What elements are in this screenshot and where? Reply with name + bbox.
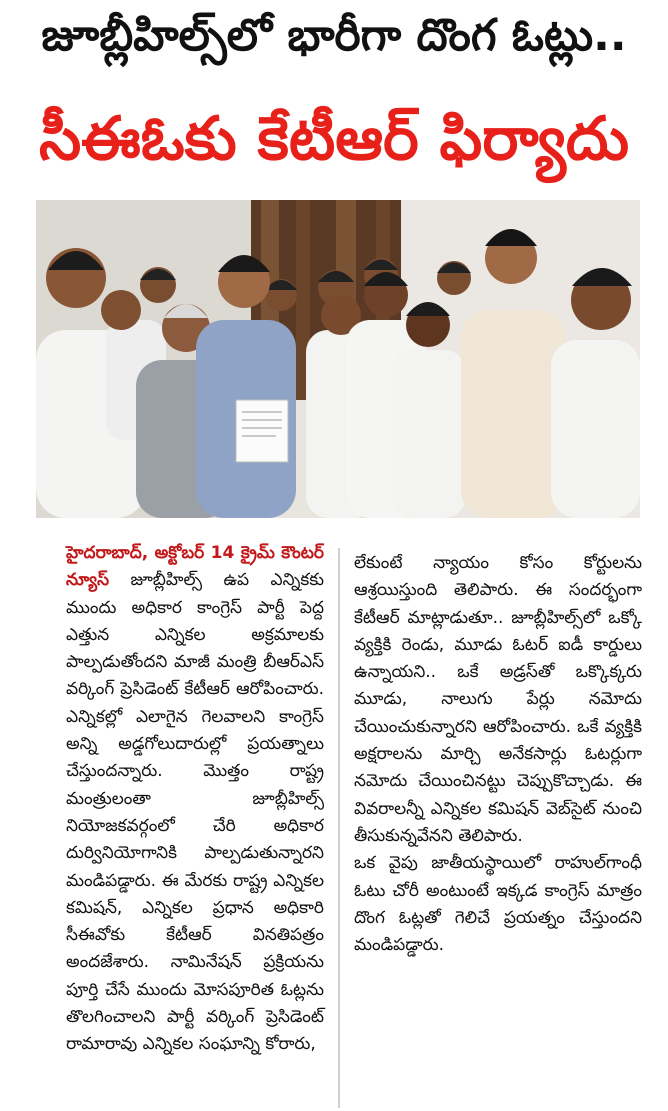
- news-photo: [36, 200, 640, 518]
- group-photo-icon: [36, 200, 640, 518]
- article-dateline: హైదరాబాద్, అక్టోబర్ 14 క్రైమ్ కౌంటర్ న్యూస్: [66, 543, 324, 591]
- article-body-right-2: ఒక వైపు జాతీయస్థాయిలో రాహుల్‌గాంధీ ఓటు చోరీ అంటుంటే ఇక్కడ కాంగ్రెస్ మాత్రం దొంగ ఓట్లతో గెలిచే ప్రయత్నం చేస్తుందని మండిపడ్డారు.: [354, 853, 642, 956]
- article-body-left: జూబ్లీహిల్స్ ఉప ఎన్నికకు ముందు అధికార కాంగ్రెస్ పార్టీ పెద్ద ఎత్తున ఎన్నికల అక్రమాలకు పాల్పడుతోందని మాజీ మంత్రి బీఆర్ఎస్ వర్కింగ్ ప్రెసిడెంట్ కేటీఆర్ ఆరోపించారు. ఎన్నికల్లో ఎలాగైన గెలవాలని కాంగ్రెస్ అన్ని అడ్డగోలుదారుల్లో ప్రయత్నాలు చేస్తుందన్నారు. మొత్తం రాష్ట్ర మంత్రులంతా జూబ్లీహిల్స్ నియోజకవర్గంలో చేరి అధికార దుర్వినియోగానికి పాల్పడుతున్నారని మండిపడ్డారు. ఈ మేరకు రాష్ట్ర ఎన్నికల కమిషన్, ఎన్నికల ప్రధాన అధికారి సీఈవోకు కేటీఆర్ వినతిపత్రం అందజేశారు. నామినేషన్ ప్రక్రియను పూర్తి చేసే ముందు మోసపూరిత ఓట్లను తొలగించాలని పార్టీ వర్కింగ్ ప్రెసిడెంట్ రామారావు ఎన్నికల సంఘాన్ని కోరారు,: [66, 570, 324, 1055]
- headline-line-2: సీఈఓకు కేటీఆర్ ఫిర్యాదు: [38, 104, 630, 174]
- headline-line-1: జూబ్లీహిల్స్‌లో భారీగా దొంగ ఓట్లు..: [41, 10, 627, 61]
- article-column-left: [66, 540, 324, 1059]
- article-column-right: [354, 550, 642, 959]
- article-body-right-1: లేకుంటే న్యాయం కోసం కోర్టులను ఆశ్రయిస్తుంది తెలిపారు. ఈ సందర్భంగా కేటీఆర్ మాట్లాడుతూ.. జూబ్లీహిల్స్‌లో ఒక్కో వ్యక్తికి రెండు, మూడు ఓటర్ ఐడీ కార్డులు ఉన్నాయని.. ఒకే అడ్రస్‌తో ఒక్కొక్కరు మూడు, నాలుగు పేర్లు నమోదు చేయించుకున్నారని ఆరోపించారు. ఒకే వ్యక్తికి అక్షరాలను మార్చి అనేకసార్లు ఓటర్లుగా నమోదు చేయించినట్టు చెప్పుకొచ్చాడు. ఈ వివరాలన్నీ ఎన్నికల కమిషన్ వెబ్‌సైట్ నుంచి తీసుకున్నవేనని తెలిపారు.: [354, 553, 642, 846]
- column-divider: [338, 548, 340, 1108]
